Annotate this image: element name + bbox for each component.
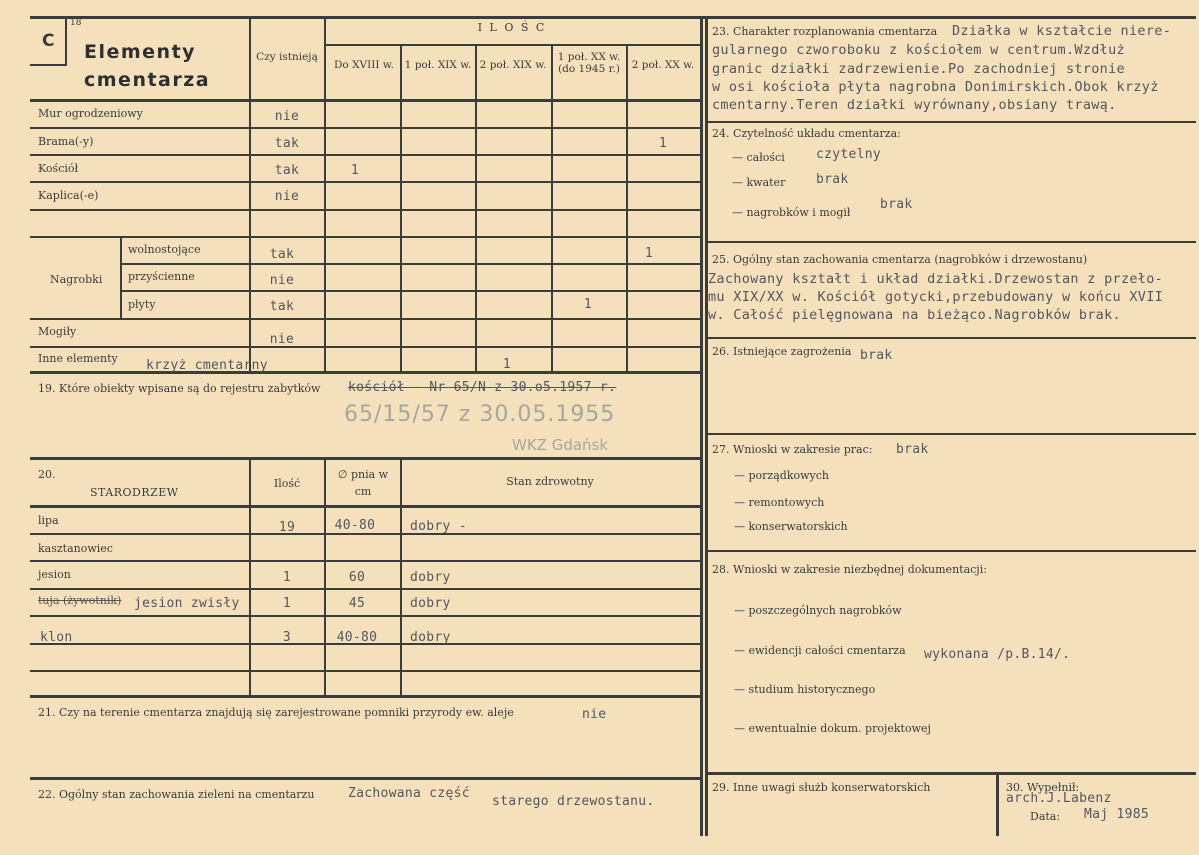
section-number: 18 bbox=[70, 18, 82, 28]
inne-count: 1 bbox=[502, 357, 512, 372]
row-line bbox=[120, 263, 702, 265]
tree-name: jesion zwisły bbox=[134, 596, 240, 611]
tree-name: jesion bbox=[38, 568, 71, 581]
q29-q30-divider bbox=[996, 774, 999, 836]
q23-label: 23. Charakter rozplanowania cmentarza bbox=[712, 25, 938, 38]
tree-state: dobry bbox=[410, 570, 451, 585]
col-line bbox=[551, 44, 553, 372]
q21-bottom bbox=[30, 777, 702, 780]
center-divider bbox=[700, 16, 703, 836]
row-line bbox=[30, 318, 702, 320]
row-line bbox=[30, 181, 702, 183]
nagrobki-exists: tak bbox=[269, 299, 295, 314]
q30-name: arch.J.Labenz bbox=[1006, 791, 1112, 806]
row-line bbox=[30, 154, 702, 156]
row-line bbox=[30, 127, 702, 129]
row-line bbox=[120, 290, 702, 292]
q30-date-label: Data: bbox=[1030, 810, 1061, 823]
element-label: Kościół bbox=[38, 162, 79, 175]
q24-bottom bbox=[705, 241, 1196, 243]
nagrobki-sublabel: przyścienne bbox=[128, 270, 195, 283]
nagrobki-sublabel: płyty bbox=[128, 298, 156, 311]
corner-divider bbox=[65, 16, 67, 66]
row-line bbox=[30, 236, 702, 238]
q30-date-value: Maj 1985 bbox=[1084, 807, 1150, 822]
element-exists: tak bbox=[274, 136, 300, 151]
tree-diameter: 45 bbox=[348, 596, 366, 611]
row-line bbox=[30, 615, 702, 617]
element-label: Kaplica(-e) bbox=[38, 189, 99, 202]
tree-state: dobry bbox=[410, 630, 451, 645]
q24-item-label: — kwater bbox=[732, 176, 786, 189]
q28-bottom bbox=[705, 772, 1196, 775]
col-period-5: 2 poł. XX w. bbox=[631, 59, 695, 71]
q25-label: 25. Ogólny stan zachowania cmentarza (nagrobków i drzewostanu) bbox=[712, 253, 1088, 266]
section-title-line2: cmentarza bbox=[84, 69, 211, 91]
tree-state: dobry bbox=[410, 596, 451, 611]
q24-item-value: brak bbox=[880, 197, 913, 212]
top-border bbox=[30, 16, 1196, 19]
col-czy-istnieja: Czy istnieją bbox=[256, 51, 318, 63]
element-count: 1 bbox=[350, 163, 360, 178]
q29-label: 29. Inne uwagi służb konserwatorskich bbox=[712, 781, 931, 794]
q27-item: — porządkowych bbox=[734, 469, 829, 482]
element-exists: nie bbox=[274, 189, 300, 204]
q26-bottom bbox=[705, 433, 1196, 435]
element-count: 1 bbox=[658, 136, 668, 151]
col-period-3: 2 poł. XIX w. bbox=[479, 59, 547, 71]
col-period-2: 1 poł. XIX w. bbox=[404, 59, 472, 71]
q21-value: nie bbox=[582, 707, 607, 722]
col-line bbox=[400, 459, 402, 696]
col-period-4: 1 poł. XX w. (do 1945 r.) bbox=[557, 51, 621, 75]
q23-line: w osi kościoła płyta nagrobna Donimirskich.Obok krzyż bbox=[712, 79, 1159, 95]
nagrobki-divider bbox=[120, 236, 122, 318]
header-bottom bbox=[30, 99, 702, 102]
row-line bbox=[30, 346, 702, 348]
tree-count: 1 bbox=[282, 596, 292, 611]
q23-line: Działka w kształcie niere- bbox=[952, 23, 1172, 39]
q24-item-value: brak bbox=[816, 172, 849, 187]
tree-count: 1 bbox=[282, 570, 292, 585]
q19-pencil-note-2: WKZ Gdańsk bbox=[512, 436, 609, 454]
q19-typed-value: kościół - Nr 65/N z 30.o5.1957 r. bbox=[348, 380, 617, 395]
col-line bbox=[249, 459, 251, 696]
q24-item-value: czytelny bbox=[816, 147, 882, 162]
mogily-label: Mogiły bbox=[38, 325, 77, 338]
tree-count: 19 bbox=[278, 520, 296, 535]
q28-item: — poszczególnych nagrobków bbox=[734, 604, 902, 617]
tree-name: klon bbox=[40, 630, 73, 645]
q22-label: 22. Ogólny stan zachowania zieleni na cmentarzu bbox=[38, 788, 315, 801]
row-line bbox=[30, 560, 702, 562]
q20-header-bottom bbox=[30, 505, 702, 508]
tree-name: kasztanowiec bbox=[38, 542, 113, 555]
tree-name: lipa bbox=[38, 514, 59, 527]
q19-pencil-note: 65/15/57 z 30.05.1955 bbox=[344, 402, 616, 427]
q19-bottom bbox=[30, 457, 702, 460]
col-line bbox=[626, 44, 628, 372]
q28-item: — ewentualnie dokum. projektowej bbox=[734, 722, 931, 735]
q24-item-label: — nagrobków i mogił bbox=[732, 206, 851, 219]
col-ilosc: I L O Ś C bbox=[477, 21, 547, 34]
q20-title: STARODRZEW bbox=[90, 486, 179, 499]
tree-name-overstruck: tuja (żywotnik) bbox=[38, 594, 122, 607]
q28-label: 28. Wnioski w zakresie niezbędnej dokumentacji: bbox=[712, 563, 987, 576]
inne-value: krzyż cmentarny bbox=[146, 358, 268, 373]
row-line bbox=[30, 209, 702, 211]
row-line bbox=[30, 588, 702, 590]
q27-item: — remontowych bbox=[734, 496, 825, 509]
q20-col-ilosc: Ilość bbox=[273, 477, 301, 490]
q20-col-pnia: ∅ pnia w cm bbox=[337, 468, 389, 499]
q26-label: 26. Istniejące zagrożenia bbox=[712, 345, 852, 358]
tree-state: dobry - bbox=[410, 519, 467, 534]
col-period-1: Do XVIII w. bbox=[334, 59, 394, 71]
q28-ewidencja-value: wykonana /p.B.14/. bbox=[924, 647, 1071, 662]
element-exists: nie bbox=[274, 109, 300, 124]
q23-line: gularnego czworoboku z kościołem w centrum.Wzdłuż bbox=[712, 42, 1125, 58]
q30-label: 30. Wypełnił: bbox=[1006, 781, 1080, 794]
q27-label: 27. Wnioski w zakresie prac: bbox=[712, 443, 873, 456]
corner-underline bbox=[30, 64, 66, 66]
tree-count: 3 bbox=[282, 630, 292, 645]
corner-letter: C bbox=[42, 31, 55, 51]
q27-value: brak bbox=[896, 442, 929, 457]
tree-diameter: 40-80 bbox=[336, 630, 378, 645]
q27-item: — konserwatorskich bbox=[734, 520, 848, 533]
q25-bottom bbox=[705, 337, 1196, 339]
q23-line: granic działki zadrzewienie.Po zachodniej stronie bbox=[712, 61, 1125, 77]
q23-line: cmentarny.Teren działki wyrównany,obsiany trawą. bbox=[712, 97, 1117, 113]
q21-label: 21. Czy na terenie cmentarza znajdują się zarejestrowane pomniki przyrody ew. aleje bbox=[38, 706, 514, 719]
tree-diameter: 60 bbox=[348, 570, 366, 585]
center-divider-2 bbox=[705, 16, 708, 836]
q25-line: mu XIX/XX w. Kościół gotycki,przebudowany w końcu XVII bbox=[708, 289, 1164, 305]
col-line bbox=[400, 44, 402, 372]
element-exists: tak bbox=[274, 163, 300, 178]
q22-value-a: Zachowana część bbox=[348, 786, 470, 801]
q23-bottom bbox=[705, 121, 1196, 123]
q25-line: Zachowany kształt i układ działki.Drzewostan z przeło- bbox=[708, 271, 1164, 287]
row-line bbox=[30, 670, 702, 672]
q25-line: w. Całość pielęgnowana na bieżąco.Nagrobków brak. bbox=[708, 307, 1121, 323]
q19-label: 19. Które obiekty wpisane są do rejestru zabytków bbox=[38, 382, 321, 395]
tree-diameter: 40-80 bbox=[334, 518, 376, 533]
nagrobki-sublabel: wolnostojące bbox=[128, 243, 201, 256]
q26-value: brak bbox=[860, 348, 893, 363]
q28-item: — ewidencji całości cmentarza bbox=[734, 644, 906, 657]
q20-bottom bbox=[30, 695, 702, 698]
element-label: Brama(-y) bbox=[38, 135, 94, 148]
nagrobki-count: 1 bbox=[583, 297, 593, 312]
q20-number: 20. bbox=[38, 468, 56, 481]
q24-label: 24. Czytelność układu cmentarza: bbox=[712, 127, 901, 140]
q20-col-stan: Stan zdrowotny bbox=[506, 475, 594, 488]
mogily-exists: nie bbox=[269, 332, 295, 347]
nagrobki-exists: tak bbox=[269, 247, 295, 262]
section-title-line1: Elementy bbox=[84, 41, 197, 63]
element-label: Mur ogrodzeniowy bbox=[38, 107, 143, 120]
inne-label: Inne elementy bbox=[38, 352, 118, 365]
q24-item-label: — całości bbox=[732, 151, 785, 164]
nagrobki-label: Nagrobki bbox=[50, 273, 103, 286]
q22-value-b: starego drzewostanu. bbox=[492, 794, 655, 809]
ilosc-underline bbox=[326, 44, 700, 46]
q28-item: — studium historycznego bbox=[734, 683, 876, 696]
nagrobki-exists: nie bbox=[269, 273, 295, 288]
col-line bbox=[475, 44, 477, 372]
table-bottom bbox=[30, 371, 702, 374]
nagrobki-count: 1 bbox=[644, 246, 654, 261]
q27-bottom bbox=[705, 550, 1196, 552]
